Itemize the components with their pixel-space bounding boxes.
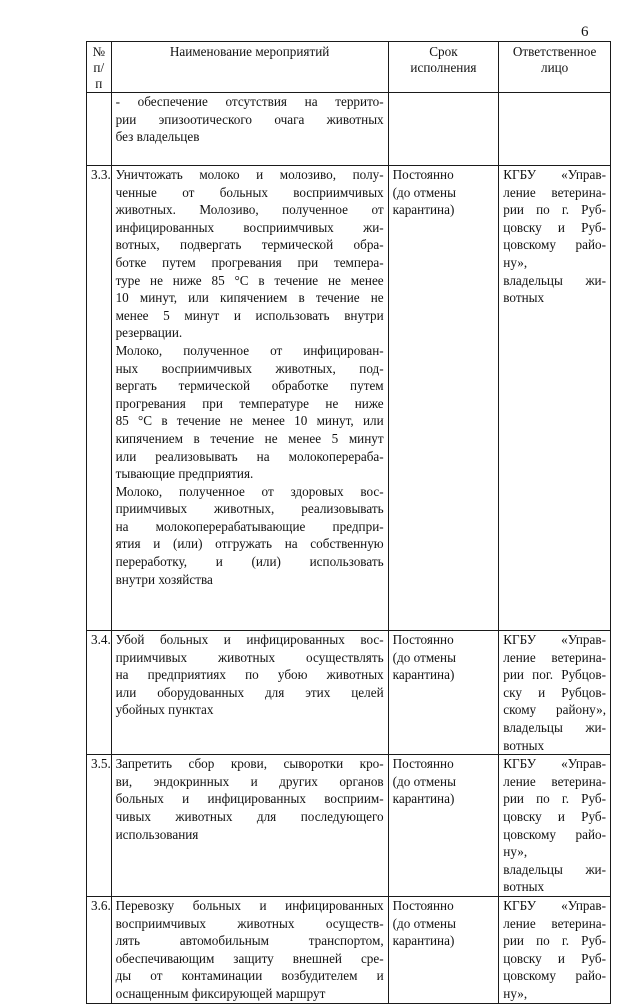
text-line: (до отмены: [392, 915, 456, 931]
row-responsible-cell: [499, 631, 611, 755]
text-line: Уничтожать молоко и молозиво, полу-: [115, 167, 384, 182]
text-line: ну»,: [503, 844, 528, 860]
text-line: вотных: [503, 290, 545, 306]
row-num-cell: 3.4.: [87, 631, 112, 755]
text-line: владельцы жи-: [503, 719, 606, 735]
text-line: вотных: [503, 737, 545, 753]
text-line: ви, эндокринных и других органов: [115, 773, 384, 789]
page-number: 6: [581, 24, 589, 40]
text-line: восприимчивых животных осуществ-: [115, 915, 384, 931]
row-responsible-cell: [499, 896, 611, 1003]
text-line: использования: [115, 826, 199, 842]
text-line: кипячением в течение не менее 5 минут: [115, 430, 384, 446]
row-activity-cell: [111, 166, 388, 631]
text-line: карантина): [392, 202, 455, 218]
table-row-3-5: [87, 755, 611, 897]
text-line: приимчивых животных осуществлять: [115, 649, 384, 665]
text-line: скому району»,: [503, 702, 606, 718]
row-num-cell: 3.5.: [87, 755, 112, 897]
text-line: рии по г. Руб-: [503, 933, 606, 949]
measures-table: [86, 41, 611, 1004]
text-line: (до отмены: [392, 773, 456, 789]
text-line: на предприятиях по убою животных: [115, 667, 384, 683]
row-term-cell: [388, 166, 499, 631]
text-line: Постоянно: [392, 756, 454, 772]
text-line: (до отмены: [392, 184, 456, 200]
row-responsible-cell: [499, 93, 611, 166]
text-line: туре не ниже 85 °С в течение не менее: [115, 272, 384, 288]
text-line: карантина): [392, 933, 455, 949]
text-line: КГБУ «Управ-: [503, 897, 606, 913]
text-line: 85 °С в течение не менее 10 минут, или: [115, 413, 384, 429]
text-line: или оборудованных для этих целей: [115, 684, 384, 700]
row-responsible-cell: [499, 166, 611, 631]
text-line: цовскому райо-: [503, 826, 606, 842]
text-line: вергать термической обработке путем: [115, 378, 384, 394]
text-line: без владельцев: [115, 129, 200, 145]
text-line: ну»,: [503, 254, 528, 270]
text-line: ну»,: [503, 985, 528, 1001]
text-line: тывающие предприятия.: [115, 466, 254, 482]
table-row-continuation: [87, 93, 611, 166]
text-line: цовскому райо-: [503, 968, 606, 984]
row-term-cell: [388, 631, 499, 755]
text-line: менее 5 минут и использовать внутри: [115, 307, 384, 323]
text-line: - обеспечение отсутствия на террито-: [115, 94, 384, 109]
text-line: оснащенным фиксирующей маршрут: [115, 985, 326, 1001]
text-line: Убой больных и инфицированных вос-: [115, 632, 384, 647]
row-activity-cell: [111, 755, 388, 897]
text-line: переработку, и (или) использовать: [115, 554, 384, 570]
row-activity-cell: [111, 631, 388, 755]
row-responsible-cell: [499, 755, 611, 897]
header-num: № п/п: [87, 42, 112, 93]
text-line: или реализовывать на молокоперераба-: [115, 448, 384, 464]
text-line: КГБУ «Управ-: [503, 632, 606, 647]
text-line: 10 минут, или кипячением в течение не: [115, 290, 384, 306]
text-line: Молоко, полученное от здоровых вос-: [115, 483, 384, 499]
text-line: ление ветерина-: [503, 184, 606, 200]
text-line: ятия и (или) отгружать на собственную: [115, 536, 384, 552]
table-header: [87, 42, 611, 93]
text-line: резервации.: [115, 325, 183, 341]
text-line: больных и инфицированных восприим-: [115, 791, 384, 807]
text-line: владельцы жи-: [503, 272, 606, 288]
table-row-3-3: [87, 166, 611, 631]
text-line: цовску и Руб-: [503, 219, 606, 235]
text-line: рии по г. Руб-: [503, 202, 606, 218]
text-line: убойных пунктах: [115, 702, 214, 718]
text-line: прогревания при температуре не ниже: [115, 395, 384, 411]
text-line: ды от контаминации возбудителем и: [115, 968, 384, 984]
text-line: вотных: [503, 879, 545, 895]
text-line: (до отмены: [392, 649, 456, 665]
text-line: ску и Рубцов-: [503, 684, 606, 700]
table-row-3-6: [87, 896, 611, 1003]
text-line: ботке путем прогревания при темпера-: [115, 254, 384, 270]
text-line: ченные от больных восприимчивых: [115, 184, 384, 200]
row-num-cell: [87, 93, 112, 166]
text-line: Постоянно: [392, 167, 454, 182]
text-line: цовскому райо-: [503, 237, 606, 253]
text-line: КГБУ «Управ-: [503, 167, 606, 182]
text-line: чивых животных для последующего: [115, 808, 384, 824]
row-num-cell: 3.6.: [87, 896, 112, 1003]
text-line: рии пог. Рубцов-: [503, 667, 606, 683]
header-term: Срок исполнения: [388, 42, 499, 93]
text-line: КГБУ «Управ-: [503, 756, 606, 772]
row-term-cell: [388, 755, 499, 897]
text-line: рии эпизоотического очага животных: [115, 111, 384, 127]
text-line: ление ветерина-: [503, 649, 606, 665]
text-line: карантина): [392, 791, 455, 807]
text-line: вотных, подвергать термической обра-: [115, 237, 384, 253]
table-row-3-4: [87, 631, 611, 755]
text-line: животных. Молозиво, полученное от: [115, 202, 384, 218]
text-line: инфицированных восприимчивых жи-: [115, 219, 384, 235]
text-line: ление ветерина-: [503, 773, 606, 789]
text-line: Постоянно: [392, 897, 454, 913]
text-line: владельцы жи-: [503, 861, 606, 877]
text-line: цовску и Руб-: [503, 808, 606, 824]
row-num-cell: 3.3.: [87, 166, 112, 631]
row-term-cell: [388, 896, 499, 1003]
text-line: карантина): [392, 667, 455, 683]
text-line: лять автомобильным транспортом,: [115, 933, 384, 949]
text-line: внутри хозяйства: [115, 571, 213, 587]
text-line: ление ветерина-: [503, 915, 606, 931]
text-line: ных восприимчивых животных, под-: [115, 360, 384, 376]
text-line: Запретить сбор крови, сыворотки кро-: [115, 756, 384, 772]
text-line: приимчивых животных, реализовывать: [115, 501, 384, 517]
header-activity: Наименование мероприятий: [111, 42, 388, 93]
text-line: Постоянно: [392, 632, 454, 647]
text-line: на молокоперерабатывающие предпри-: [115, 518, 384, 534]
text-line: Молоко, полученное от инфицирован-: [115, 342, 384, 358]
text-line: обеспечивающим защиту внешней сре-: [115, 950, 384, 966]
row-term-cell: [388, 93, 499, 166]
header-responsible: Ответственное лицо: [499, 42, 611, 93]
row-activity-cell: [111, 93, 388, 166]
text-line: Перевозку больных и инфицированных: [115, 897, 384, 913]
row-activity-cell: [111, 896, 388, 1003]
text-line: рии по г. Руб-: [503, 791, 606, 807]
text-line: цовску и Руб-: [503, 950, 606, 966]
